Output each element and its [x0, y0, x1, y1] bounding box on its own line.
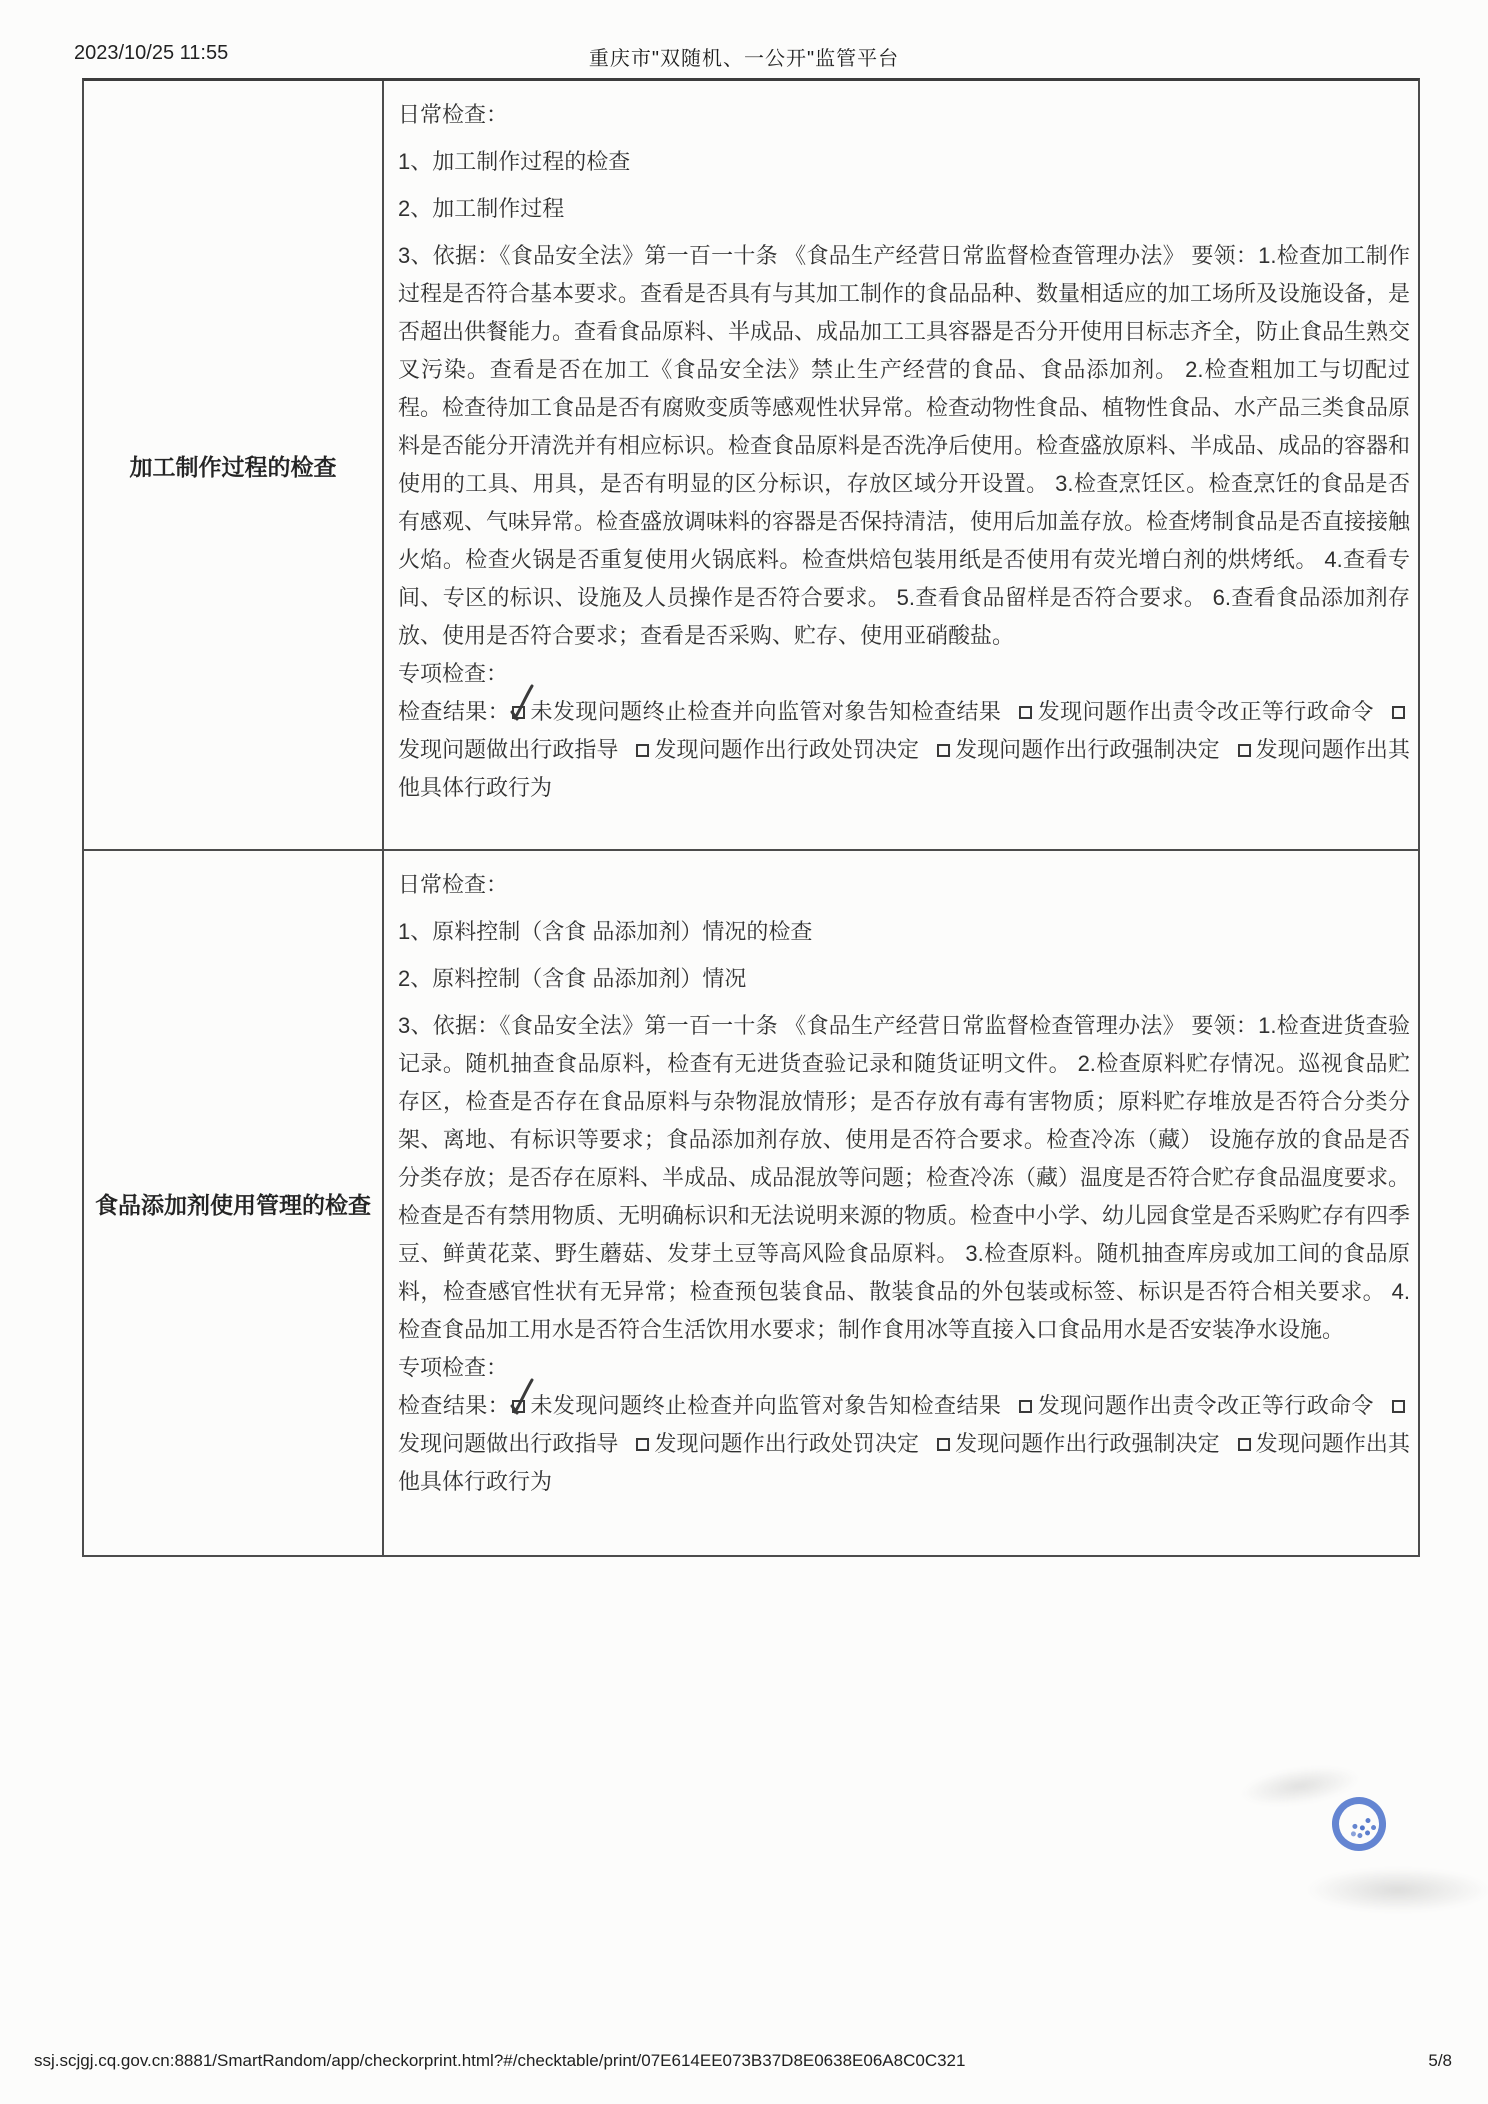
- result-option: [1017, 1393, 1374, 1418]
- check-item-2: 2、原料控制（含食 品添加剂）情况: [398, 966, 747, 991]
- checkbox-icon: [1392, 706, 1405, 719]
- page-title: 重庆市"双随机、一公开"监管平台: [588, 48, 900, 70]
- footer-page-number: 5/8: [1428, 2051, 1452, 2070]
- check-basis-paragraph: 3、依据：《食品安全法》第一百一十条 《食品生产经营日常监督检查管理办法》 要领：1.检查进货查验记录。随机抽查食品原料，检查有无进货查验记录和随货证明文件。 2.检查原料贮存情况。巡视食品贮存区，检查是否存在食品原料与杂物混放情形；是否存放有毒有害物质；原料贮存堆放是否符合分类分架、离地、有标识等要求；食品添加剂存放、使用是否符合要求。检查冷冻（藏） 设施存放的食品是否分类存放；是否存在原料、半成品、成品混放等问题；检查冷冻（藏）温度是否符合贮存食品温度要求。检查是否有禁用物质、无明确标识和无法说明来源的物质。检查中小学、幼儿园食堂是否采购贮存有四季豆、鲜黄花菜、野生蘑菇、发芽土豆等高风险食品原料。 3.检查原料。随机抽查库房或加工间的食品原料，检查感官性状有无异常；检查预包装食品、散装食品的外包装或标签、标识是否符合相关要求。 4.检查食品加工用水是否符合生活饮用水要求；制作食用冰等直接入口食品用水是否安装净水设施。: [398, 1013, 1411, 1342]
- checkbox-icon: [1238, 1438, 1251, 1451]
- result-option: [935, 737, 1220, 762]
- footer-url: ssj.scjgj.cq.gov.cn:8881/SmartRandom/app/checkorprint.html?#/checktable/print/07E614EE073B37D8E0638E06A8C0C321: [34, 2051, 966, 2070]
- check-item-1: 1、原料控制（含食 品添加剂）情况的检查: [398, 919, 813, 944]
- result-label: 检查结果：: [398, 1393, 511, 1418]
- result-option-text: 发现问题作出责令改正等行政命令: [1037, 1393, 1374, 1418]
- check-item-1: 1、加工制作过程的检查: [398, 149, 631, 174]
- result-option-text: 发现问题作出行政处罚决定: [654, 1431, 920, 1456]
- special-check-label: 专项检查：: [398, 1355, 509, 1380]
- checkbox-checked-icon: [512, 706, 525, 719]
- print-datetime: 2023/10/25 11:55: [74, 42, 229, 64]
- blue-seal-stamp-icon: [1327, 1792, 1391, 1856]
- result-option: [634, 737, 919, 762]
- checkbox-icon: [1392, 1400, 1405, 1413]
- daily-check-label: 日常检查：: [398, 872, 509, 897]
- check-item-2: 2、加工制作过程: [398, 196, 565, 221]
- checkbox-icon: [1019, 706, 1032, 719]
- result-option-text: 发现问题做出行政指导: [398, 1431, 619, 1456]
- checkbox-icon: [636, 744, 649, 757]
- result-option: [935, 1431, 1220, 1456]
- result-option-text: 发现问题作出其他具体行政行为: [398, 737, 1410, 800]
- check-mark-icon: [510, 1378, 536, 1416]
- checkbox-icon: [636, 1438, 649, 1451]
- result-option-text: 发现问题作出行政强制决定: [955, 1431, 1220, 1456]
- result-option: [634, 1431, 919, 1456]
- check-mark-icon: [510, 684, 536, 722]
- checkbox-icon: [1238, 744, 1251, 757]
- daily-check-label: 日常检查：: [398, 102, 509, 127]
- result-checked-text: 未发现问题终止检查并向监管对象告知检查结果: [530, 699, 1002, 724]
- row-title: 加工制作过程的检查: [84, 81, 384, 849]
- table-row: [84, 81, 1418, 851]
- check-result-line: [398, 1387, 1410, 1501]
- special-check-label: 专项检查：: [398, 661, 509, 686]
- checkbox-icon: [937, 744, 950, 757]
- check-result-line: [398, 693, 1410, 807]
- check-basis-paragraph: 3、依据：《食品安全法》第一百一十条 《食品生产经营日常监督检查管理办法》 要领：1.检查加工制作过程是否符合基本要求。查看是否具有与其加工制作的食品品种、数量相适应的加工场所及设施设备，是否超出供餐能力。查看食品原料、半成品、成品加工工具容器是否分开使用目标志齐全，防止食品生熟交叉污染。查看是否在加工《食品安全法》禁止生产经营的食品、食品添加剂。 2.检查粗加工与切配过程。检查待加工食品是否有腐败变质等感观性状异常。检查动物性食品、植物性食品、水产品三类食品原料是否能分开清洗并有相应标识。检查食品原料是否洗净后使用。检查盛放原料、半成品、成品的容器和使用的工具、用具，是否有明显的区分标识，存放区域分开设置。 3.检查烹饪区。检查烹饪的食品是否有感观、气味异常。检查盛放调味料的容器是否保持清洁，使用后加盖存放。检查烤制食品是否直接接触火焰。检查火锅是否重复使用火锅底料。检查烘焙包装用纸是否使用有荧光增白剂的烘烤纸。 4.查看专间、专区的标识、设施及人员操作是否符合要求。 5.查看食品留样是否符合要求。 6.查看食品添加剂存放、使用是否符合要求；查看是否采购、贮存、使用亚硝酸盐。: [398, 243, 1411, 648]
- checkbox-icon: [1019, 1400, 1032, 1413]
- stamp-dots: [1359, 1825, 1365, 1831]
- result-option-text: 发现问题作出行政强制决定: [955, 737, 1220, 762]
- table-row: [84, 851, 1418, 1555]
- result-option: [1017, 699, 1374, 724]
- result-checked-text: 未发现问题终止检查并向监管对象告知检查结果: [530, 1393, 1002, 1418]
- checkbox-checked-icon: [512, 1400, 525, 1413]
- row-content: [384, 81, 1418, 849]
- result-option-text: 发现问题作出行政处罚决定: [654, 737, 920, 762]
- inspection-table: [82, 78, 1420, 1557]
- row-content: [384, 851, 1418, 1555]
- scan-smudge: [1308, 1868, 1488, 1912]
- result-option-text: 发现问题作出责令改正等行政命令: [1037, 699, 1374, 724]
- row-title: 食品添加剂使用管理的检查: [84, 851, 384, 1555]
- result-label: 检查结果：: [398, 699, 511, 724]
- result-option-text: 发现问题作出其他具体行政行为: [398, 1431, 1410, 1494]
- checkbox-icon: [937, 1438, 950, 1451]
- result-option-text: 发现问题做出行政指导: [398, 737, 619, 762]
